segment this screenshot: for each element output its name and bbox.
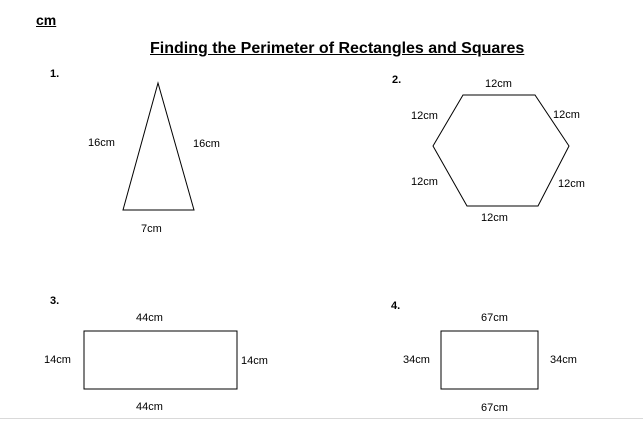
side-label: 44cm bbox=[136, 312, 163, 324]
question-number: 4. bbox=[391, 300, 401, 312]
side-label: 67cm bbox=[481, 312, 508, 324]
side-label: 12cm bbox=[481, 212, 508, 224]
side-label: 7cm bbox=[141, 223, 162, 235]
side-label: 12cm bbox=[411, 176, 438, 188]
side-label: 34cm bbox=[403, 354, 430, 366]
unit-label: cm bbox=[36, 12, 57, 28]
rectangle-shape-q4 bbox=[441, 331, 538, 389]
question-number: 2. bbox=[392, 74, 402, 86]
question-number: 1. bbox=[50, 68, 60, 80]
side-label: 16cm bbox=[88, 137, 115, 149]
side-label: 16cm bbox=[193, 138, 220, 150]
triangle-shape bbox=[123, 83, 194, 210]
side-label: 67cm bbox=[481, 402, 508, 414]
side-label: 12cm bbox=[485, 78, 512, 90]
hexagon-shape bbox=[433, 95, 569, 206]
page-divider bbox=[0, 418, 643, 419]
side-label: 14cm bbox=[44, 354, 71, 366]
side-label: 12cm bbox=[553, 109, 580, 121]
side-label: 34cm bbox=[550, 354, 577, 366]
rectangle-shape-q3 bbox=[84, 331, 237, 389]
side-label: 44cm bbox=[136, 401, 163, 413]
question-number: 3. bbox=[50, 295, 60, 307]
side-label: 12cm bbox=[558, 178, 585, 190]
worksheet-title: Finding the Perimeter of Rectangles and Squares bbox=[150, 40, 525, 57]
side-label: 14cm bbox=[241, 355, 268, 367]
side-label: 12cm bbox=[411, 110, 438, 122]
